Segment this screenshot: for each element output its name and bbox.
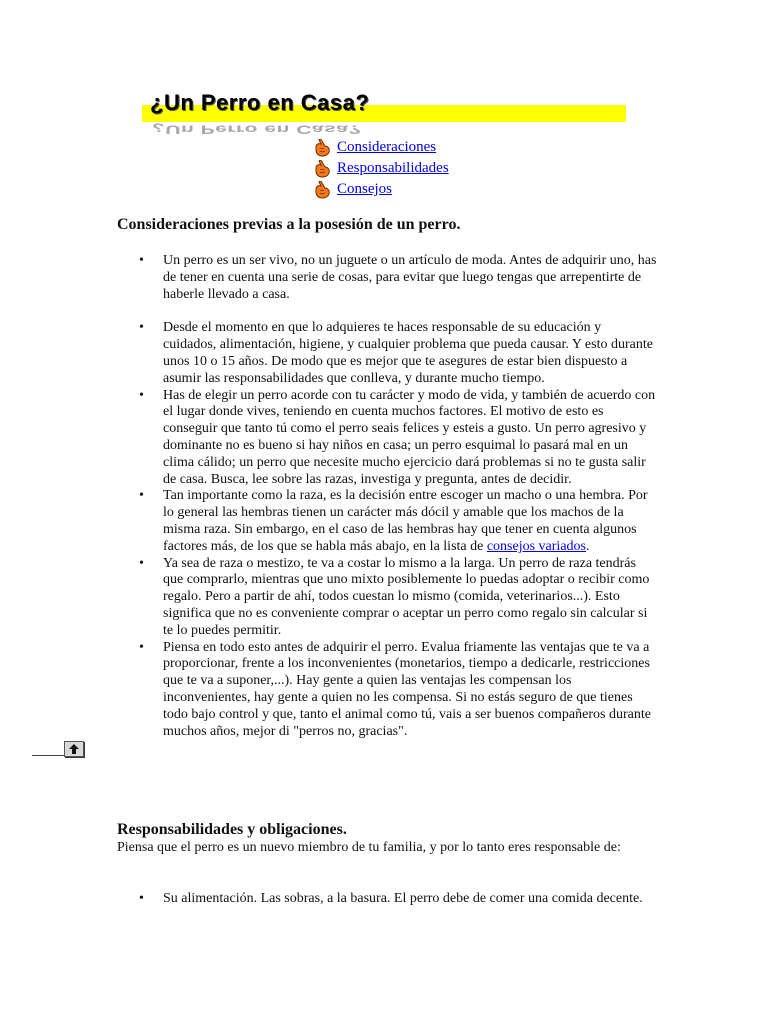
- toc-link-consideraciones[interactable]: Consideraciones: [337, 139, 437, 155]
- toc-item-consejos: [313, 179, 449, 200]
- up-arrow-icon: [65, 742, 83, 756]
- divider: [32, 755, 66, 756]
- pointing-hand-icon: [313, 160, 331, 178]
- banner-title-reflection: ¿Un Perro en Casa?: [152, 122, 362, 136]
- back-to-top[interactable]: [32, 740, 86, 758]
- list-item: • Un perro es un ser vivo, no un juguete o un artículo de moda. Antes de adquirir uno, has de tener en cuenta una serie de cosas, para evitar que luego tengas que arrepentirte de haberle llevado a casa.: [117, 253, 657, 303]
- toc-item-consideraciones: [313, 137, 449, 158]
- list-item-text: Tan importante como la raza, es la decisión entre escoger un macho o una hembra. Por lo general las hembras tienen un carácter más dócil y amable que los machos de la misma raza. Sin embargo, en el caso de las hembras hay que tener en cuenta algunos factores más, de los que se habla más abajo, en la lista de: [163, 488, 648, 554]
- list-item-text-end: .: [586, 538, 590, 554]
- page-title: ¿Un Perro en Casa?: [150, 90, 370, 115]
- back-to-top-button[interactable]: [64, 741, 84, 757]
- toc-link-consejos[interactable]: Consejos: [337, 181, 393, 197]
- list-item: • Has de elegir un perro acorde con tu carácter y modo de vida, y también de acuerdo con el lugar donde vives, teniendo en cuenta muchos factores. El motivo de esto es conseguir que tanto tú como el perro seais felices y esteis a gusto. Un perro agresivo y dominante no es bueno si hay niños en casa; un perro esquimal lo pasará mal en un clima cálido; un perro que necesite mucho ejercicio dará problemas si no te gusta salir de casa. Busca, lee sobre las razas, investiga y pregunta, antes de decidir.: [117, 388, 657, 489]
- section-heading-responsabilidades: Responsabilidades y obligaciones.: [117, 821, 347, 838]
- table-of-contents: [313, 137, 449, 200]
- list-item: • Su alimentación. Las sobras, a la basura. El perro debe de comer una comida decente.: [117, 891, 657, 908]
- responsabilidades-list: [117, 891, 657, 908]
- responsabilidades-intro: Piensa que el perro es un nuevo miembro de tu familia, y por lo tanto eres responsable de:: [117, 840, 621, 855]
- list-item: • Desde el momento en que lo adquieres te haces responsable de su educación y cuidados, alimentación, higiene, y cualquier problema que pueda causar. Y esto durante unos 10 o 15 años. De modo que es mejor que te asegures de estar bien dispuesto a asumir las responsabilidades que conlleva, y durante mucho tiempo.: [117, 320, 657, 387]
- page-banner: [142, 88, 626, 136]
- list-item: [117, 488, 657, 555]
- toc-link-responsabilidades[interactable]: Responsabilidades: [337, 160, 449, 176]
- consejos-variados-link[interactable]: consejos variados: [486, 538, 586, 554]
- toc-item-responsabilidades: [313, 158, 449, 179]
- list-item: • Piensa en todo esto antes de adquirir el perro. Evalua friamente las ventajas que te va a proporcionar, frente a los inconvenientes (monetarios, tiempo a dedicarle, restricciones que te va a suponer,...). Hay gente a quien las ventajas les compensan los inconvenientes, hay gente a quien no les compensa. Si no estás seguro de que tienes todo bajo control y que, tanto el animal como tú, vais a ser buenos compañeros durante muchos años, mejor di "perros no, gracias".: [117, 640, 657, 741]
- pointing-hand-icon: [313, 139, 331, 157]
- list-item: • Ya sea de raza o mestizo, te va a costar lo mismo a la larga. Un perro de raza tendrás que comprarlo, mientras que uno mixto posiblemente lo puedas adoptar o recibir como regalo. Pero a partir de ahí, todos cuestan lo mismo (comida, veterinarios...). Esto significa que no es conveniente comprar o aceptar un perro como regalo sin calcular si te lo puedes permitir.: [117, 556, 657, 640]
- section-heading-consideraciones: Consideraciones previas a la posesión de un perro.: [117, 216, 461, 233]
- consideraciones-list: [117, 253, 657, 740]
- pointing-hand-icon: [313, 181, 331, 199]
